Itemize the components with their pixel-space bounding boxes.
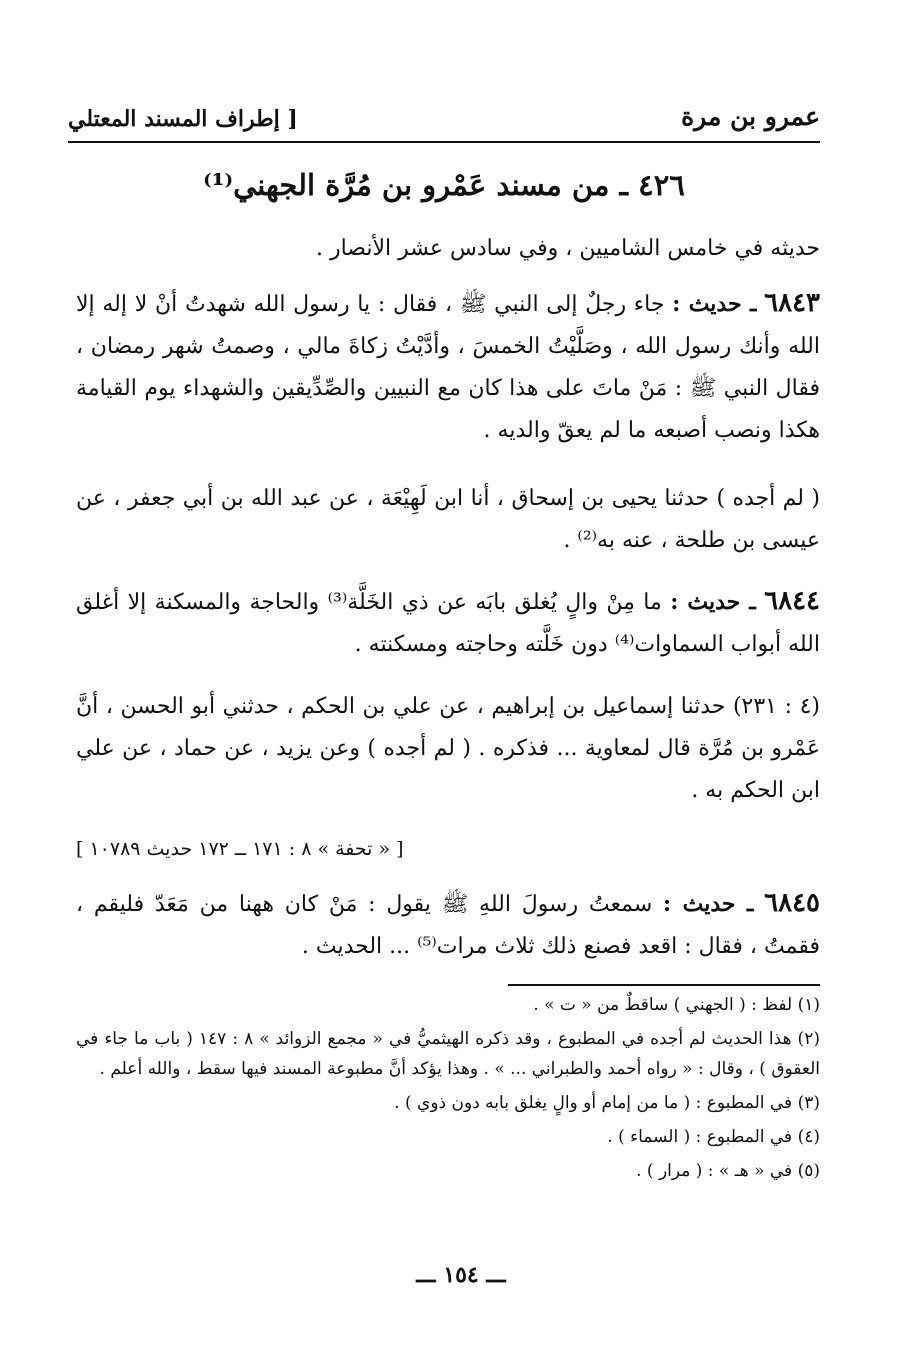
isnad-6844: (٤ : ٢٣١) حدثنا إسماعيل بن إبراهيم ، عن علي بن الحكم ، حدثني أبو الحسن ، أنَّ عَمْرو بن مُرَّة قال لمعاوية ... فذكره . ( لم أجده ) وعن يزيد ، عن حماد ، عن علي ابن الحكم به . (76, 694, 820, 803)
isnad-6843: ( لم أجده ) حدثنا يحيى بن إسحاق ، أنا ابن لَهِيْعَة ، عن عبد الله بن أبي جعفر ، عن عيسى بن طلحة ، عنه به⁽²⁾ . (76, 486, 820, 553)
tuhfa-reference: [ « تحفة » ٨ : ١٧١ ــ ١٧٢ حديث ١٠٧٨٩ ] (76, 838, 404, 860)
hadith-label: ـ حديث : (672, 291, 757, 317)
hadith-6843 (76, 282, 820, 452)
hadith-6845 (76, 882, 820, 968)
hadith-label: ـ حديث : (663, 891, 754, 917)
hadith-text: سمعتُ رسولَ اللهِ ﷺ يقول : مَنْ كان ههنا من مَعَدّ فليقم ، فقمتُ ، فقال : اقعد فصنع ذلك ثلاث مرات⁽⁵⁾ ... الحديث . (76, 892, 820, 959)
intro-paragraph: حديثه في خامس الشاميين ، وفي سادس عشر الأنصار . (315, 236, 820, 261)
hadith-number: ٦٨٤٤ (764, 586, 820, 616)
hadith-text: ما مِنْ والٍ يُغلق بابَه عن ذي الخَلَّة⁽³⁾ والحاجة والمسكنة إلا أغلق الله أبواب السماوات⁽⁴⁾ دون خَلَّته وحاجته ومسكنته . (76, 590, 820, 657)
footnote-item: (٣) في المطبوع : ( ما من إمام أو والٍ يغلق بابه دون ذوي ) . (394, 1093, 820, 1113)
footnote-item: (١) لفظ : ( الجهني ) ساقطٌ من « ت » . (533, 995, 820, 1015)
header-chapter-title: عمرو بن مرة (681, 102, 820, 131)
header-rule (68, 141, 820, 143)
hadith-6844 (76, 580, 820, 666)
footnotes (76, 990, 820, 1186)
page-number: ـــ ١٥٤ ـــ (416, 1262, 506, 1288)
footnote-item: (٢) هذا الحديث لم أجده في المطبوع ، وقد ذكره الهيثميُّ في « مجمع الزوائد » ٨ : ١٤٧ ( باب ما جاء في العقوق ) ، وقال : « رواه أحمد والطبراني ... » . وهذا يؤكد أنَّ مطبوعة المسند فيها سقط ، والله أعلم . (76, 1029, 820, 1079)
running-header (68, 102, 820, 142)
header-book-title: [ إطراف المسند المعتلي (68, 106, 298, 132)
footnote-item: (٤) في المطبوع : ( السماء ) . (607, 1127, 820, 1147)
section-title: ٤٢٦ ـ من مسند عَمْرو بن مُرَّة الجهني⁽¹⁾ (203, 168, 685, 202)
hadith-number: ٦٨٤٥ (764, 888, 821, 918)
footnote-rule (508, 984, 820, 986)
hadith-number: ٦٨٤٣ (764, 288, 821, 318)
footnote-item: (٥) في « هـ » : ( مرار ) . (636, 1161, 820, 1181)
hadith-label: ـ حديث : (670, 589, 756, 615)
hadith-text: جاء رجلٌ إلى النبي ﷺ ، فقال : يا رسول الله شهدتُ أنْ لا إله إلا الله وأنك رسول الله ، وصَلَّيْتُ الخمسَ ، وأدَّيْتُ زكاةَ مالي ، وصمتُ شهر رمضان ، فقال النبي ﷺ : مَنْ ماتَ على هذا كان مع النبيين والصِّدِّيقين والشهداء يوم القيامة هكذا ونصب أصبعه ما لم يعقّ والديه . (76, 292, 820, 443)
